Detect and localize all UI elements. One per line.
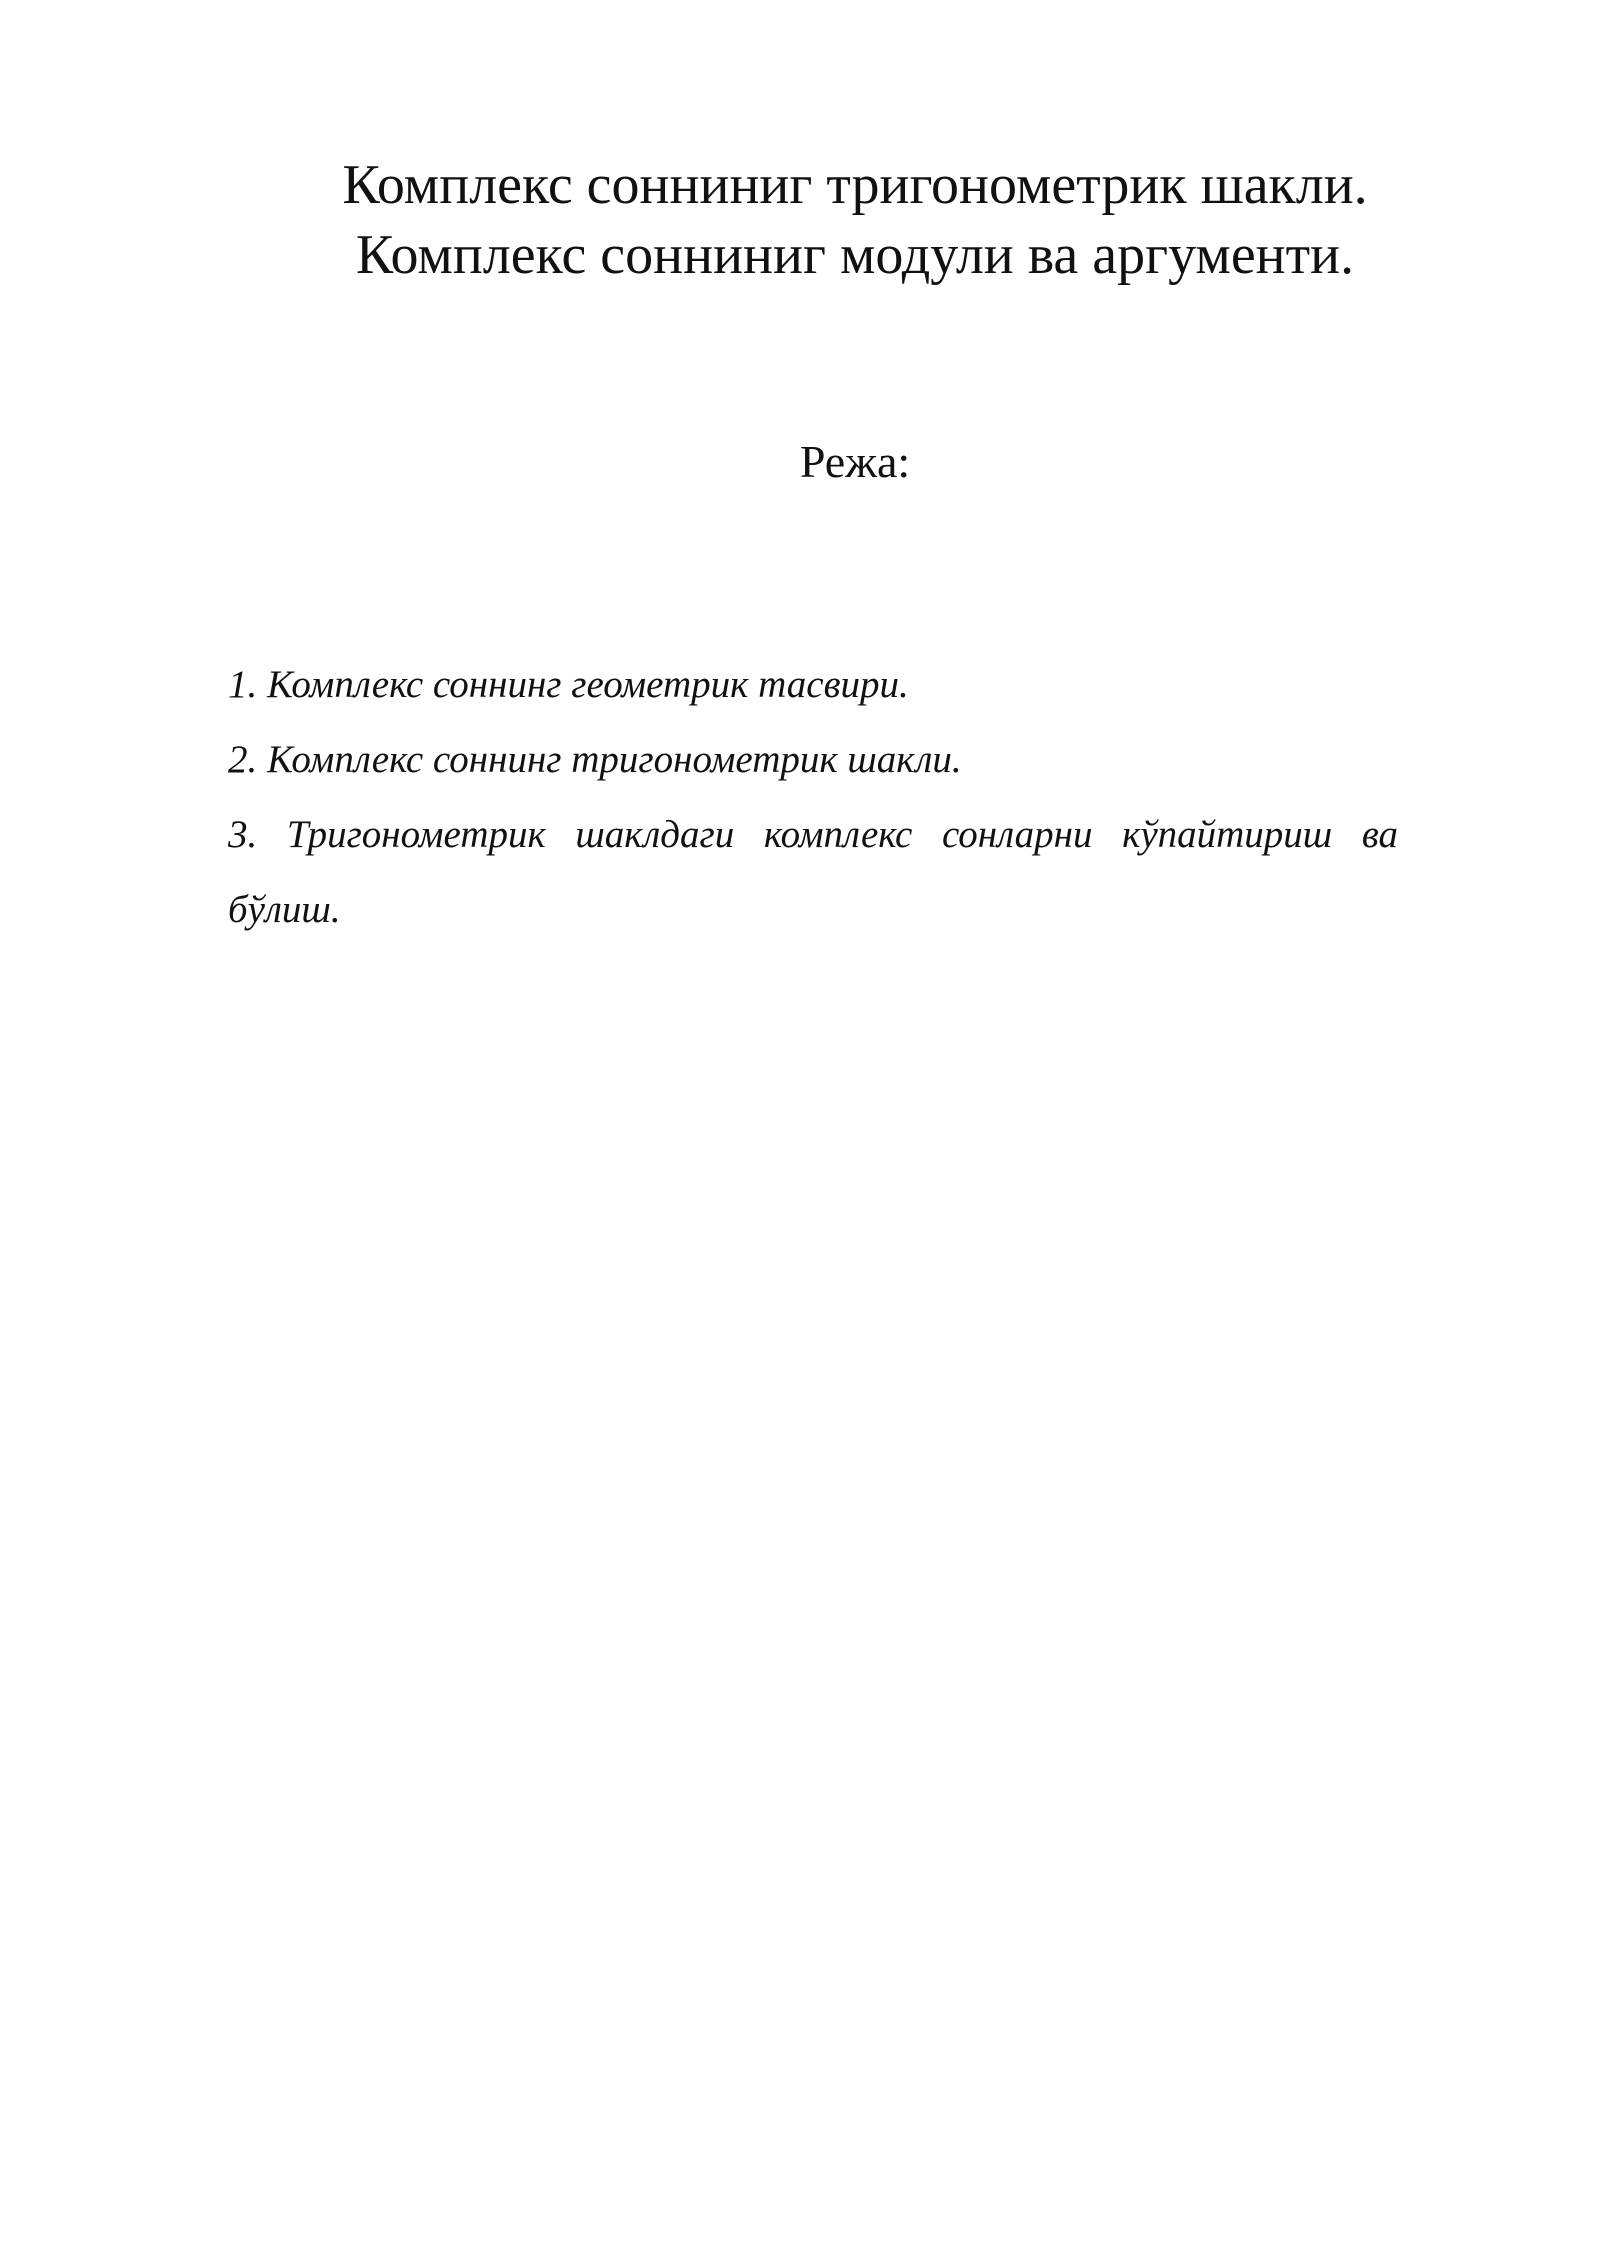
document-title	[300, 150, 1410, 290]
plan-item-3: 3. Тригонометрик шаклдаги комплекс сонларни кўпайтириш ва бўлиш.	[228, 813, 1398, 931]
plan-list	[228, 647, 1428, 947]
plan-item-2: 2. Комплекс соннинг тригонометрик шакли.	[228, 738, 962, 781]
plan-heading: Режа:	[799, 436, 911, 487]
title-line-2: Комплекс сонниниг модули ва аргументи.	[355, 224, 1355, 286]
plan-item-1: 1. Комплекс соннинг геометрик тасвири.	[228, 663, 909, 706]
title-line-1: Комплекс сонниниг тригонометрик шакли.	[342, 154, 1368, 216]
